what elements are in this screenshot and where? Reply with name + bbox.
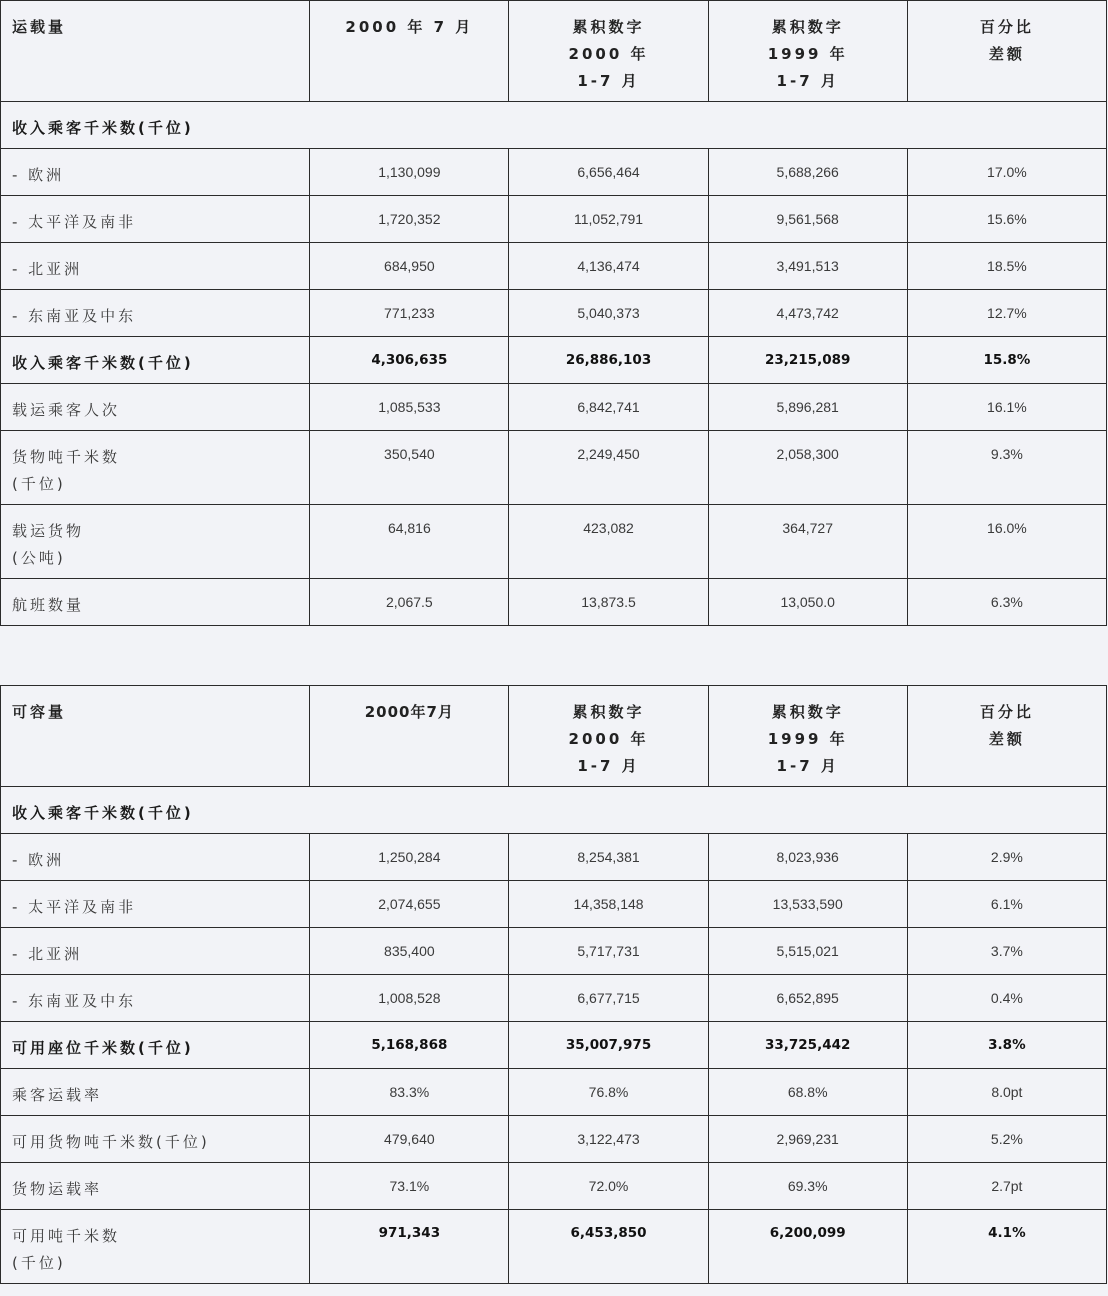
- traffic-table: [0, 0, 1107, 626]
- cell-value: 5,040,373: [577, 305, 640, 321]
- cell-value: 5,688,266: [776, 164, 839, 180]
- cell-value: 11,052,791: [574, 211, 644, 227]
- cell-value: 1,085,533: [378, 399, 441, 415]
- row-label: 货物运载率: [12, 1180, 103, 1198]
- cell-value: 9.3%: [990, 446, 1023, 462]
- row-label: 货物吨千米数 (千位): [12, 448, 121, 493]
- cell-value: 2.7pt: [991, 1178, 1023, 1194]
- row-label: - 东南亚及中东: [12, 992, 137, 1010]
- cell-value: 13,533,590: [772, 896, 843, 912]
- row-label: 航班数量: [12, 596, 85, 614]
- table-row: [1, 1069, 1107, 1116]
- cell-value: 12.7%: [987, 305, 1027, 321]
- cell-value: 23,215,089: [764, 352, 851, 368]
- table-row: [1, 431, 1107, 505]
- cell-value: 14,358,148: [573, 896, 644, 912]
- table-row: [1, 1210, 1107, 1284]
- table-row: [1, 1163, 1107, 1210]
- row-label: - 北亚洲: [12, 260, 83, 278]
- cell-value: 6.3%: [990, 594, 1023, 610]
- cell-value: 3.8%: [988, 1037, 1026, 1053]
- cell-value: 6,842,741: [577, 399, 640, 415]
- row-label: 可用座位千米数(千位): [12, 1039, 194, 1057]
- cell-value: 1,130,099: [378, 164, 441, 180]
- table-header-row: [1, 686, 1107, 787]
- cell-value: 3,491,513: [776, 258, 839, 274]
- table-row: [1, 975, 1107, 1022]
- header-cell: 累积数字 2000 年 1-7 月: [568, 18, 649, 90]
- cell-value: 16.0%: [987, 520, 1027, 536]
- cell-value: 64,816: [387, 520, 431, 536]
- cell-value: 364,727: [782, 520, 833, 536]
- cell-value: 3,122,473: [577, 1131, 640, 1147]
- table-header-row: [1, 1, 1107, 102]
- table-row: [1, 579, 1107, 626]
- section-label: 收入乘客千米数(千位): [12, 804, 194, 822]
- cell-value: 479,640: [384, 1131, 435, 1147]
- cell-value: 16.1%: [987, 399, 1027, 415]
- header-cell: 累积数字 1999 年 1-7 月: [767, 18, 848, 90]
- cell-value: 2,074,655: [378, 896, 441, 912]
- header-cell: 百分比 差额: [979, 703, 1034, 748]
- cell-value: 3.7%: [990, 943, 1023, 959]
- cell-value: 9,561,568: [776, 211, 839, 227]
- section-row: [1, 787, 1107, 834]
- header-cell: 2000 年 7 月: [345, 18, 474, 36]
- cell-value: 6,652,895: [776, 990, 839, 1006]
- row-label: - 欧洲: [12, 166, 65, 184]
- cell-value: 2.9%: [990, 849, 1023, 865]
- cell-value: 4,473,742: [776, 305, 839, 321]
- cell-value: 68.8%: [787, 1084, 828, 1100]
- cell-value: 69.3%: [787, 1178, 828, 1194]
- table-row: [1, 505, 1107, 579]
- cell-value: 15.8%: [983, 352, 1031, 368]
- cell-value: 13,050.0: [780, 594, 835, 610]
- section-label: 收入乘客千米数(千位): [12, 119, 194, 137]
- row-label: - 欧洲: [12, 851, 65, 869]
- cell-value: 15.6%: [987, 211, 1027, 227]
- table-row: [1, 384, 1107, 431]
- table-row: [1, 928, 1107, 975]
- row-label: - 太平洋及南非: [12, 898, 137, 916]
- cell-value: 2,067.5: [385, 594, 433, 610]
- header-cell: 可容量: [12, 703, 67, 721]
- cell-value: 1,720,352: [378, 211, 441, 227]
- row-label: 收入乘客千米数(千位): [12, 354, 194, 372]
- cell-value: 1,250,284: [378, 849, 441, 865]
- header-cell: 百分比 差额: [979, 18, 1034, 63]
- section-row: [1, 102, 1107, 149]
- cell-value: 72.0%: [588, 1178, 629, 1194]
- cell-value: 771,233: [384, 305, 435, 321]
- cell-value: 2,058,300: [776, 446, 839, 462]
- cell-value: 8,254,381: [577, 849, 640, 865]
- table-row: [1, 196, 1107, 243]
- cell-value: 18.5%: [987, 258, 1027, 274]
- cell-value: 76.8%: [588, 1084, 629, 1100]
- cell-value: 2,969,231: [776, 1131, 839, 1147]
- cell-value: 5,717,731: [577, 943, 640, 959]
- cell-value: 6,656,464: [577, 164, 640, 180]
- cell-value: 5,168,868: [371, 1037, 448, 1053]
- cell-value: 5,515,021: [776, 943, 839, 959]
- cell-value: 73.1%: [389, 1178, 430, 1194]
- row-label: - 太平洋及南非: [12, 213, 137, 231]
- cell-value: 1,008,528: [378, 990, 441, 1006]
- row-label: 载运乘客人次: [12, 401, 121, 419]
- cell-value: 8,023,936: [776, 849, 839, 865]
- cell-value: 0.4%: [990, 990, 1023, 1006]
- cell-value: 4,136,474: [577, 258, 640, 274]
- cell-value: 684,950: [384, 258, 435, 274]
- total-row: [1, 1022, 1107, 1069]
- cell-value: 4,306,635: [371, 352, 448, 368]
- table-row: [1, 149, 1107, 196]
- cell-value: 971,343: [378, 1225, 441, 1241]
- row-label: - 东南亚及中东: [12, 307, 137, 325]
- cell-value: 17.0%: [987, 164, 1027, 180]
- total-row: [1, 337, 1107, 384]
- cell-value: 6.1%: [990, 896, 1023, 912]
- header-cell: 累积数字 2000 年 1-7 月: [568, 703, 649, 775]
- cell-value: 26,886,103: [565, 352, 652, 368]
- row-label: - 北亚洲: [12, 945, 83, 963]
- cell-value: 5.2%: [990, 1131, 1023, 1147]
- cell-value: 6,677,715: [577, 990, 640, 1006]
- cell-value: 835,400: [384, 943, 435, 959]
- table-row: [1, 881, 1107, 928]
- capacity-table: [0, 685, 1107, 1284]
- cell-value: 13,873.5: [581, 594, 636, 610]
- table-row: [1, 290, 1107, 337]
- cell-value: 35,007,975: [565, 1037, 652, 1053]
- cell-value: 423,082: [583, 520, 634, 536]
- cell-value: 350,540: [384, 446, 435, 462]
- cell-value: 6,200,099: [769, 1225, 846, 1241]
- header-cell: 累积数字 1999 年 1-7 月: [767, 703, 848, 775]
- row-label: 可用货物吨千米数(千位): [12, 1133, 210, 1151]
- cell-value: 33,725,442: [764, 1037, 851, 1053]
- row-label: 载运货物 (公吨): [12, 522, 85, 567]
- header-cell: 2000年7月: [364, 703, 454, 721]
- cell-value: 4.1%: [988, 1225, 1026, 1241]
- row-label: 乘客运载率: [12, 1086, 103, 1104]
- table-row: [1, 834, 1107, 881]
- cell-value: 2,249,450: [577, 446, 640, 462]
- table-row: [1, 243, 1107, 290]
- cell-value: 6,453,850: [570, 1225, 647, 1241]
- row-label: 可用吨千米数 (千位): [12, 1227, 121, 1272]
- cell-value: 5,896,281: [776, 399, 839, 415]
- cell-value: 8.0pt: [991, 1084, 1023, 1100]
- header-cell: 运载量: [12, 18, 67, 36]
- table-row: [1, 1116, 1107, 1163]
- cell-value: 83.3%: [389, 1084, 430, 1100]
